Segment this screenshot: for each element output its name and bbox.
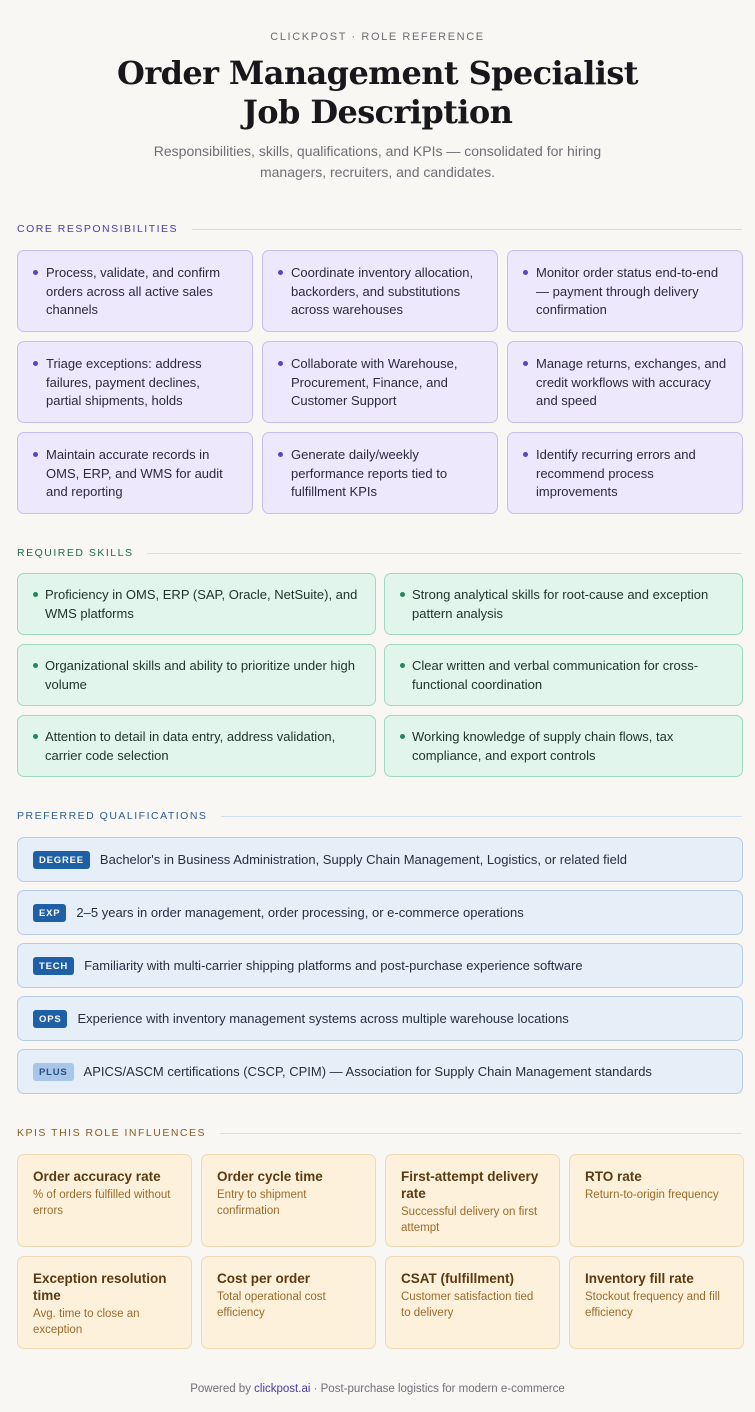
kpi-card — [17, 1154, 192, 1247]
skills-grid — [17, 573, 743, 777]
qualification-badge: PLUS — [33, 1063, 74, 1081]
kpi-card — [569, 1256, 744, 1349]
footer-suffix: · Post-purchase logistics for modern e-commerce — [310, 1383, 565, 1395]
kpi-description: Avg. time to close an exception — [33, 1308, 140, 1336]
responsibility-card: Generate daily/weekly performance reports tied to fulfillment KPIs — [262, 432, 498, 514]
qualification-text: Bachelor's in Business Administration, Supply Chain Management, Logistics, or related field — [99, 852, 628, 867]
skill-card: Strong analytical skills for root-cause and exception pattern analysis — [384, 573, 743, 635]
qualification-text: Familiarity with multi-carrier shipping platforms and post-purchase experience software — [84, 958, 583, 973]
footer-prefix: Powered by — [190, 1383, 255, 1395]
responsibility-card: Collaborate with Warehouse, Procurement, Finance, and Customer Support — [262, 341, 498, 423]
section-label: PREFERRED QUALIFICATIONS — [17, 810, 208, 822]
section-divider — [192, 229, 742, 230]
kpi-title: CSAT (fulfillment) — [401, 1271, 514, 1286]
kpi-title: Inventory fill rate — [585, 1271, 694, 1286]
kpi-card — [17, 1256, 192, 1349]
section-divider — [220, 1133, 742, 1134]
title-line-1: Order Management Specialist — [117, 54, 638, 92]
clickpost-link[interactable]: clickpost.ai — [254, 1383, 311, 1395]
qualification-badge: DEGREE — [33, 851, 90, 869]
section-heading-qualifications — [17, 809, 742, 823]
kpi-title: Exception resolution time — [33, 1271, 167, 1303]
section-divider — [147, 553, 742, 554]
eyebrow: CLICKPOST · ROLE REFERENCE — [270, 31, 485, 43]
qualification-badge: EXP — [33, 904, 66, 922]
kpi-card — [201, 1256, 376, 1349]
kpi-description: Return-to-origin frequency — [585, 1189, 719, 1201]
skill-card: Working knowledge of supply chain flows, tax compliance, and export controls — [384, 715, 743, 777]
qualification-text: Experience with inventory management systems across multiple warehouse locations — [77, 1011, 569, 1026]
kpi-title: Cost per order — [217, 1271, 311, 1286]
qualification-text: 2–5 years in order management, order processing, or e-commerce operations — [76, 905, 524, 920]
kpi-title: First-attempt delivery rate — [401, 1169, 539, 1201]
skill-card: Proficiency in OMS, ERP (SAP, Oracle, NetSuite), and WMS platforms — [17, 573, 376, 635]
kpi-description: Total operational cost efficiency — [217, 1291, 326, 1319]
kpi-card — [385, 1256, 560, 1349]
kpi-description: Successful delivery on first attempt — [401, 1206, 538, 1234]
kpi-card — [569, 1154, 744, 1247]
responsibility-card: Manage returns, exchanges, and credit workflows with accuracy and speed — [507, 341, 743, 423]
page-subtitle: Responsibilities, skills, qualifications, and KPIs — consolidated for hiring managers, recruiters, and candidates. — [153, 143, 602, 180]
kpi-description: Stockout frequency and fill efficiency — [585, 1291, 720, 1319]
skill-card: Organizational skills and ability to prioritize under high volume — [17, 644, 376, 706]
qualification-row — [17, 890, 743, 935]
kpi-description: Customer satisfaction tied to delivery — [401, 1291, 534, 1319]
qualification-badge: OPS — [33, 1010, 67, 1028]
qualification-badge: TECH — [33, 957, 74, 975]
section-heading-skills — [17, 546, 742, 560]
kpi-card — [201, 1154, 376, 1247]
kpi-description: % of orders fulfilled without errors — [33, 1189, 171, 1217]
responsibility-card: Maintain accurate records in OMS, ERP, and WMS for audit and reporting — [17, 432, 253, 514]
kpi-grid — [17, 1154, 743, 1349]
qualification-row — [17, 1049, 743, 1094]
qualification-row — [17, 943, 743, 988]
kpi-title: Order accuracy rate — [33, 1169, 161, 1184]
footer — [0, 1383, 755, 1395]
section-label: KPIS THIS ROLE INFLUENCES — [17, 1127, 207, 1139]
section-label: REQUIRED SKILLS — [17, 547, 134, 559]
responsibility-card: Triage exceptions: address failures, payment declines, partial shipments, holds — [17, 341, 253, 423]
skill-card: Attention to detail in data entry, address validation, carrier code selection — [17, 715, 376, 777]
kpi-description: Entry to shipment confirmation — [217, 1189, 307, 1217]
responsibility-card: Process, validate, and confirm orders across all active sales channels — [17, 250, 253, 332]
responsibility-card: Identify recurring errors and recommend process improvements — [507, 432, 743, 514]
responsibilities-grid — [17, 250, 743, 514]
section-divider — [221, 816, 742, 817]
qualification-row — [17, 996, 743, 1041]
kpi-card — [385, 1154, 560, 1247]
responsibility-card: Monitor order status end-to-end — payment through delivery confirmation — [507, 250, 743, 332]
title-line-2: Job Description — [242, 93, 513, 131]
responsibility-card: Coordinate inventory allocation, backorders, and substitutions across warehouses — [262, 250, 498, 332]
kpi-title: RTO rate — [585, 1169, 642, 1184]
qualification-row — [17, 837, 743, 882]
kpi-title: Order cycle time — [217, 1169, 323, 1184]
section-label: CORE RESPONSIBILITIES — [17, 223, 179, 235]
qualifications-list — [17, 837, 743, 1102]
page-title — [0, 54, 755, 132]
section-heading-kpis — [17, 1126, 742, 1140]
skill-card: Clear written and verbal communication for cross-functional coordination — [384, 644, 743, 706]
section-heading-responsibilities — [17, 222, 742, 236]
qualification-text: APICS/ASCM certifications (CSCP, CPIM) — Association for Supply Chain Management standards — [83, 1064, 652, 1079]
